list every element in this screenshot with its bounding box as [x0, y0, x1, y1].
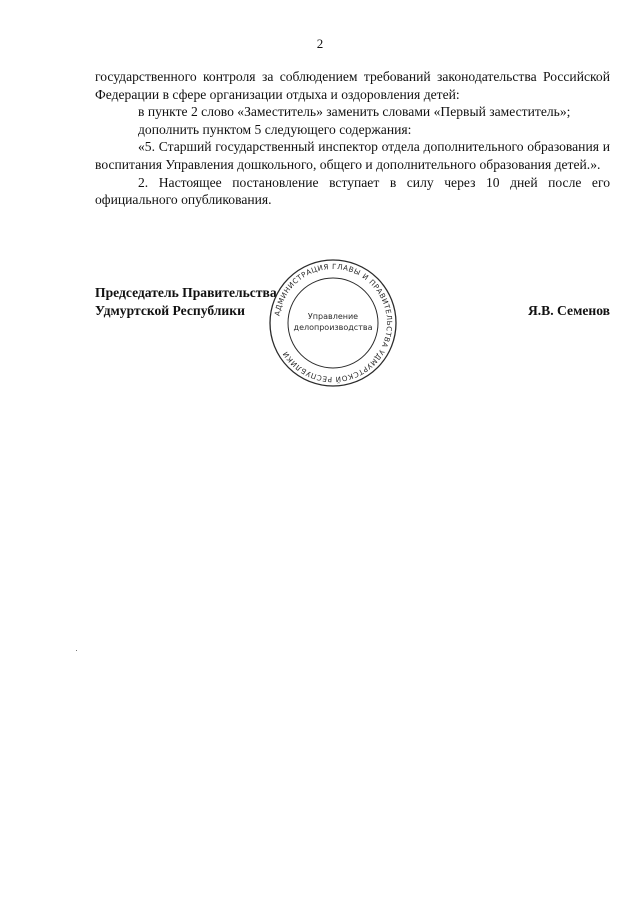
- paragraph-point-5-text: «5. Старший государственный инспектор отдела дополнительного образования и воспитания Управления дошкольного, общего и дополнительного образования детей.».: [95, 139, 610, 172]
- signatory-name: Я.В. Семенов: [527, 302, 610, 318]
- page-number: 2: [316, 36, 324, 51]
- paragraph-add-point-5: дополнить пунктом 5 следующего содержания:: [138, 121, 412, 137]
- seal-outer-text: АДМИНИСТРАЦИЯ ГЛАВЫ И ПРАВИТЕЛЬСТВА УДМУРТСКОЙ РЕСПУБЛИКИ: [272, 261, 395, 385]
- signatory-title-line-2: Удмуртской Республики: [95, 302, 245, 318]
- signatory-title: [95, 284, 277, 319]
- official-seal-stamp: [258, 258, 408, 388]
- seal-center-line-1: Управление: [307, 312, 359, 321]
- paragraph-effective-date: 2. Настоящее постановление вступает в силу через 10 дней после его официального опубликования.: [95, 174, 610, 208]
- scan-speck: [76, 650, 77, 651]
- paragraph-continuation: государственного контроля за соблюдением требований законодательства Российской Федерации в сфере организации отдыха и оздоровления детей:: [95, 69, 610, 102]
- signatory-title-line-1: Председатель Правительства: [95, 285, 277, 300]
- seal-center-line-2: делопроизводства: [293, 323, 373, 332]
- seal-graphic: [258, 258, 408, 388]
- paragraph-amend-point-2: в пункте 2 слово «Заместитель» заменить словами «Первый заместитель»;: [138, 104, 571, 120]
- document-body: [95, 68, 610, 209]
